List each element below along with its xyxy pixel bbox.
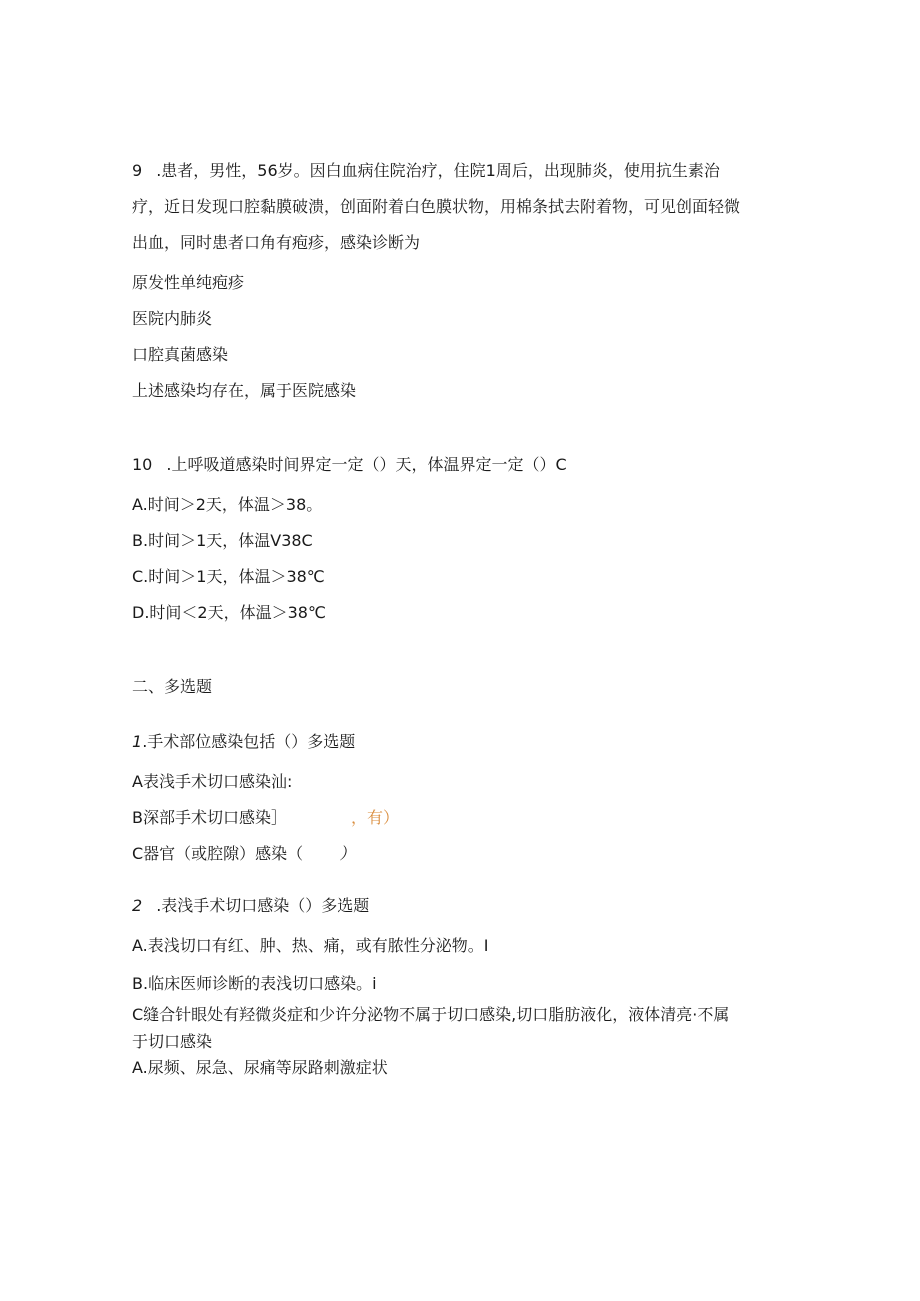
section-heading-multiple-choice: 二、多选题 xyxy=(132,677,213,696)
q9-number: 9 xyxy=(132,161,143,180)
q9-stem-line-3: 出血，同时患者口角有疱疹，感染诊断为 xyxy=(132,233,421,252)
q10-number: 10 xyxy=(132,455,153,474)
q9-stem-line-2: 疗，近日发现口腔黏膜破溃，创面附着白色膜状物，用棉条拭去附着物，可见创面轻微 xyxy=(132,197,741,216)
m2-option-b: B.临床医师诊断的表浅切口感染。i xyxy=(132,974,377,993)
m1-stem-text: .手术部位感染包括（）多选题 xyxy=(142,732,356,751)
m1-option-b-note: ，有） xyxy=(350,808,399,827)
m2-option-d: A.尿频、尿急、尿痛等尿路刺激症状 xyxy=(132,1058,388,1077)
m1-option-a: A表浅手术切口感染汕: xyxy=(132,772,293,791)
q10-option-d: D.时间＜2天，体温＞38℃ xyxy=(132,603,326,622)
m1-option-c-close: ） xyxy=(339,844,356,863)
q10-stem-text: .上呼吸道感染时间界定一定（）天，体温界定一定（）C xyxy=(166,455,567,474)
m1-option-c-text: C器官（或腔隙）感染（ xyxy=(132,844,304,863)
q10-stem xyxy=(132,455,567,475)
m1-stem xyxy=(132,732,355,752)
q9-option-3: 口腔真菌感染 xyxy=(132,345,229,364)
m2-option-c-line-2: 于切口感染 xyxy=(132,1032,213,1051)
q10-option-a: A.时间＞2天，体温＞38。 xyxy=(132,495,323,514)
q10-option-c: C.时间＞1天，体温＞38℃ xyxy=(132,567,325,586)
m2-option-a: A.表浅切口有红、肿、热、痛，或有脓性分泌物。I xyxy=(132,936,489,955)
m1-option-b xyxy=(132,808,399,828)
m2-option-c-line-1: C缝合针眼处有羟微炎症和少许分泌物不属于切口感染,切口脂肪液化，液体清亮·不属 xyxy=(132,1005,730,1024)
q9-stem-text-1: .患者，男性，56岁。因白血病住院治疗，住院1周后，出现肺炎，使用抗生素治 xyxy=(156,161,720,180)
m2-number: 2 xyxy=(132,896,143,915)
m2-stem-text: .表浅手术切口感染（）多选题 xyxy=(156,896,370,915)
q9-option-1: 原发性单纯疱疹 xyxy=(132,273,245,292)
m1-option-c xyxy=(132,844,355,864)
q9-stem-line-1 xyxy=(132,161,720,181)
q9-option-4: 上述感染均存在，属于医院感染 xyxy=(132,381,357,400)
q9-option-2: 医院内肺炎 xyxy=(132,309,213,328)
q10-option-b: B.时间＞1天，体温V38C xyxy=(132,531,313,550)
m1-option-b-text: B深部手术切口感染］ xyxy=(132,808,287,827)
m2-stem xyxy=(132,896,369,916)
m1-number: 1 xyxy=(132,732,143,751)
